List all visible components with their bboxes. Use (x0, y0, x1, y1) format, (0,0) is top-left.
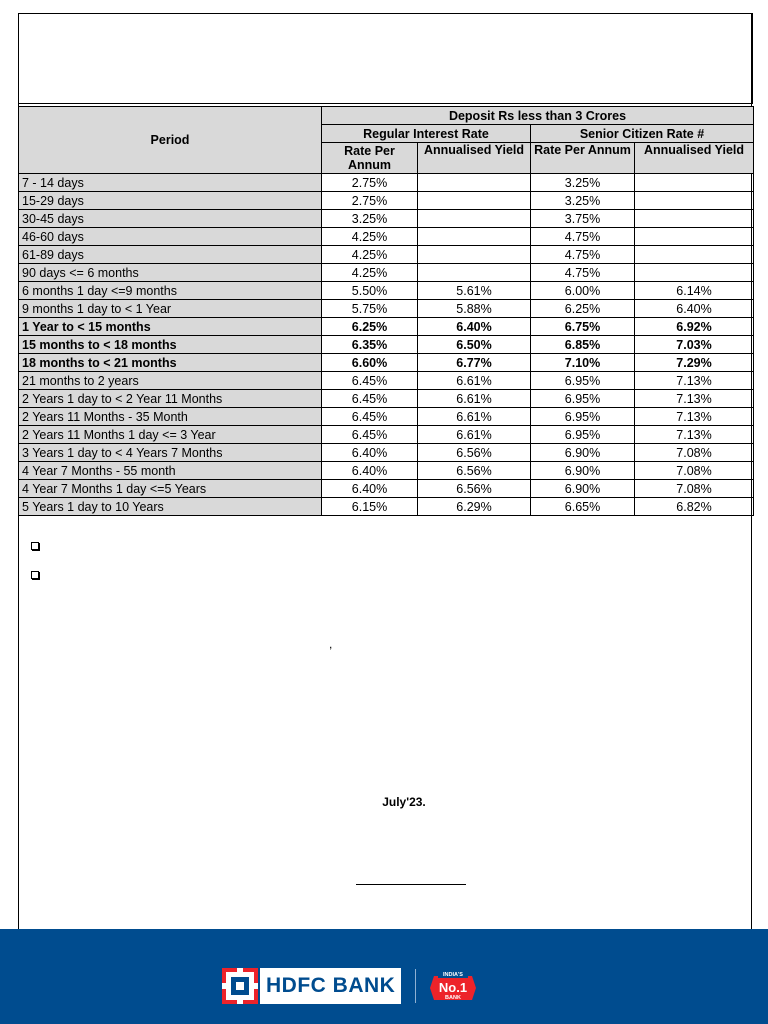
effective-date: July'23. (382, 795, 426, 809)
regular-rate-cell: 3.25% (322, 210, 418, 228)
regular-yield-cell: 6.29% (418, 498, 531, 516)
regular-rate-cell: 6.35% (322, 336, 418, 354)
senior-rate-cell: 3.75% (531, 210, 635, 228)
period-cell: 15 months to < 18 months (19, 336, 322, 354)
badge-top-text: INDIA'S (443, 972, 464, 979)
deposit-header: Deposit Rs less than 3 Crores (322, 107, 754, 125)
regular-yield-cell: 6.61% (418, 408, 531, 426)
table-row (19, 372, 754, 390)
senior-yield-cell: 7.03% (635, 336, 754, 354)
table-row (19, 480, 754, 498)
regular-yield-cell: 6.61% (418, 390, 531, 408)
period-cell: 2 Years 1 day to < 2 Year 11 Months (19, 390, 322, 408)
senior-rate-cell: 7.10% (531, 354, 635, 372)
bank-name: HDFC BANK (260, 968, 401, 1004)
regular-yield-cell: 6.61% (418, 372, 531, 390)
table-row (19, 174, 754, 192)
senior-yield-cell: 7.08% (635, 444, 754, 462)
regular-yield-cell (418, 174, 531, 192)
table-row (19, 318, 754, 336)
table-row (19, 444, 754, 462)
period-cell: 90 days <= 6 months (19, 264, 322, 282)
period-cell: 30-45 days (19, 210, 322, 228)
period-cell: 61-89 days (19, 246, 322, 264)
regular-rate-cell: 6.45% (322, 372, 418, 390)
regular-yield-cell (418, 210, 531, 228)
period-cell: 18 months to < 21 months (19, 354, 322, 372)
regular-yield-cell: 6.56% (418, 462, 531, 480)
table-row (19, 498, 754, 516)
senior-rate-cell: 4.75% (531, 246, 635, 264)
senior-yield-cell: 6.92% (635, 318, 754, 336)
regular-rate-cell: 6.45% (322, 390, 418, 408)
table-row (19, 426, 754, 444)
senior-yield-cell: 6.14% (635, 282, 754, 300)
regular-rate-cell: 6.25% (322, 318, 418, 336)
period-cell: 6 months 1 day <=9 months (19, 282, 322, 300)
regular-yield-cell (418, 192, 531, 210)
senior-rate-cell: 6.90% (531, 480, 635, 498)
regular-rate-cell: 6.45% (322, 426, 418, 444)
senior-yield-header: Annualised Yield (635, 143, 754, 174)
table-row (19, 264, 754, 282)
table-row (19, 300, 754, 318)
regular-yield-cell: 6.56% (418, 444, 531, 462)
regular-rate-cell: 6.15% (322, 498, 418, 516)
regular-yield-cell: 6.77% (418, 354, 531, 372)
bullet-checkbox-2 (31, 571, 39, 579)
regular-yield-cell (418, 228, 531, 246)
regular-yield-cell: 6.50% (418, 336, 531, 354)
regular-rate-cell: 4.25% (322, 246, 418, 264)
senior-rate-cell: 6.90% (531, 444, 635, 462)
senior-rate-cell: 6.00% (531, 282, 635, 300)
regular-rate-cell: 4.25% (322, 264, 418, 282)
regular-rate-cell: 6.45% (322, 408, 418, 426)
senior-rate-per-annum-header: Rate Per Annum (531, 143, 635, 174)
senior-rate-cell: 6.95% (531, 372, 635, 390)
regular-rate-cell: 5.75% (322, 300, 418, 318)
stray-comma: , (329, 637, 333, 651)
senior-yield-cell: 7.29% (635, 354, 754, 372)
senior-rate-cell: 6.90% (531, 462, 635, 480)
senior-rate-cell: 6.25% (531, 300, 635, 318)
regular-rate-cell: 2.75% (322, 192, 418, 210)
senior-yield-cell: 7.13% (635, 390, 754, 408)
table-row (19, 390, 754, 408)
senior-rate-cell: 6.85% (531, 336, 635, 354)
regular-yield-cell: 6.40% (418, 318, 531, 336)
regular-yield-cell: 5.61% (418, 282, 531, 300)
rate-rows (19, 174, 754, 516)
regular-rate-cell: 2.75% (322, 174, 418, 192)
senior-rate-cell: 4.75% (531, 264, 635, 282)
senior-rate-cell: 3.25% (531, 174, 635, 192)
regular-rate-per-annum-header: Rate Per Annum (322, 143, 418, 174)
table-row (19, 282, 754, 300)
senior-yield-cell (635, 264, 754, 282)
period-header: Period (19, 107, 322, 174)
period-cell: 4 Year 7 Months 1 day <=5 Years (19, 480, 322, 498)
regular-yield-header: Annualised Yield (418, 143, 531, 174)
table-row (19, 462, 754, 480)
senior-rate-cell: 6.75% (531, 318, 635, 336)
senior-rate-cell: 6.65% (531, 498, 635, 516)
regular-yield-cell: 6.56% (418, 480, 531, 498)
regular-yield-cell (418, 246, 531, 264)
senior-rate-cell: 6.95% (531, 390, 635, 408)
table-row (19, 336, 754, 354)
regular-rate-cell: 6.40% (322, 462, 418, 480)
fd-rates-table (18, 106, 754, 516)
senior-rate-cell: 6.95% (531, 426, 635, 444)
table-row (19, 210, 754, 228)
bullet-checkbox-1 (31, 542, 39, 550)
senior-yield-cell (635, 246, 754, 264)
senior-yield-cell (635, 228, 754, 246)
regular-yield-cell: 5.88% (418, 300, 531, 318)
no1-bank-badge (430, 968, 476, 1004)
senior-yield-cell: 7.13% (635, 408, 754, 426)
badge-main-text: No.1 (439, 980, 468, 995)
senior-yield-cell: 7.08% (635, 462, 754, 480)
senior-yield-cell: 7.13% (635, 426, 754, 444)
senior-yield-cell: 7.08% (635, 480, 754, 498)
hdfc-logo (222, 968, 476, 1004)
table-row (19, 192, 754, 210)
period-cell: 15-29 days (19, 192, 322, 210)
signature-line (356, 884, 466, 885)
period-cell: 2 Years 11 Months 1 day <= 3 Year (19, 426, 322, 444)
regular-rate-cell: 4.25% (322, 228, 418, 246)
senior-rate-cell: 4.75% (531, 228, 635, 246)
period-cell: 5 Years 1 day to 10 Years (19, 498, 322, 516)
regular-yield-cell: 6.61% (418, 426, 531, 444)
period-cell: 4 Year 7 Months - 55 month (19, 462, 322, 480)
senior-yield-cell: 6.40% (635, 300, 754, 318)
period-cell: 46-60 days (19, 228, 322, 246)
regular-rate-cell: 6.40% (322, 480, 418, 498)
senior-yield-cell: 7.13% (635, 372, 754, 390)
logo-divider (415, 969, 416, 1003)
senior-rate-header: Senior Citizen Rate # (531, 125, 754, 143)
regular-rate-cell: 6.40% (322, 444, 418, 462)
table-row (19, 408, 754, 426)
table-row (19, 354, 754, 372)
period-cell: 2 Years 11 Months - 35 Month (19, 408, 322, 426)
senior-yield-cell (635, 192, 754, 210)
regular-rate-header: Regular Interest Rate (322, 125, 531, 143)
regular-rate-cell: 5.50% (322, 282, 418, 300)
senior-yield-cell: 6.82% (635, 498, 754, 516)
period-cell: 3 Years 1 day to < 4 Years 7 Months (19, 444, 322, 462)
period-cell: 21 months to 2 years (19, 372, 322, 390)
header-box (18, 13, 753, 104)
period-cell: 7 - 14 days (19, 174, 322, 192)
badge-bottom-text: BANK (445, 995, 462, 1001)
senior-rate-cell: 6.95% (531, 408, 635, 426)
senior-rate-cell: 3.25% (531, 192, 635, 210)
regular-yield-cell (418, 264, 531, 282)
period-cell: 1 Year to < 15 months (19, 318, 322, 336)
table-row (19, 246, 754, 264)
period-cell: 9 months 1 day to < 1 Year (19, 300, 322, 318)
senior-yield-cell (635, 210, 754, 228)
senior-yield-cell (635, 174, 754, 192)
regular-rate-cell: 6.60% (322, 354, 418, 372)
table-row (19, 228, 754, 246)
hdfc-logo-icon (222, 968, 258, 1004)
